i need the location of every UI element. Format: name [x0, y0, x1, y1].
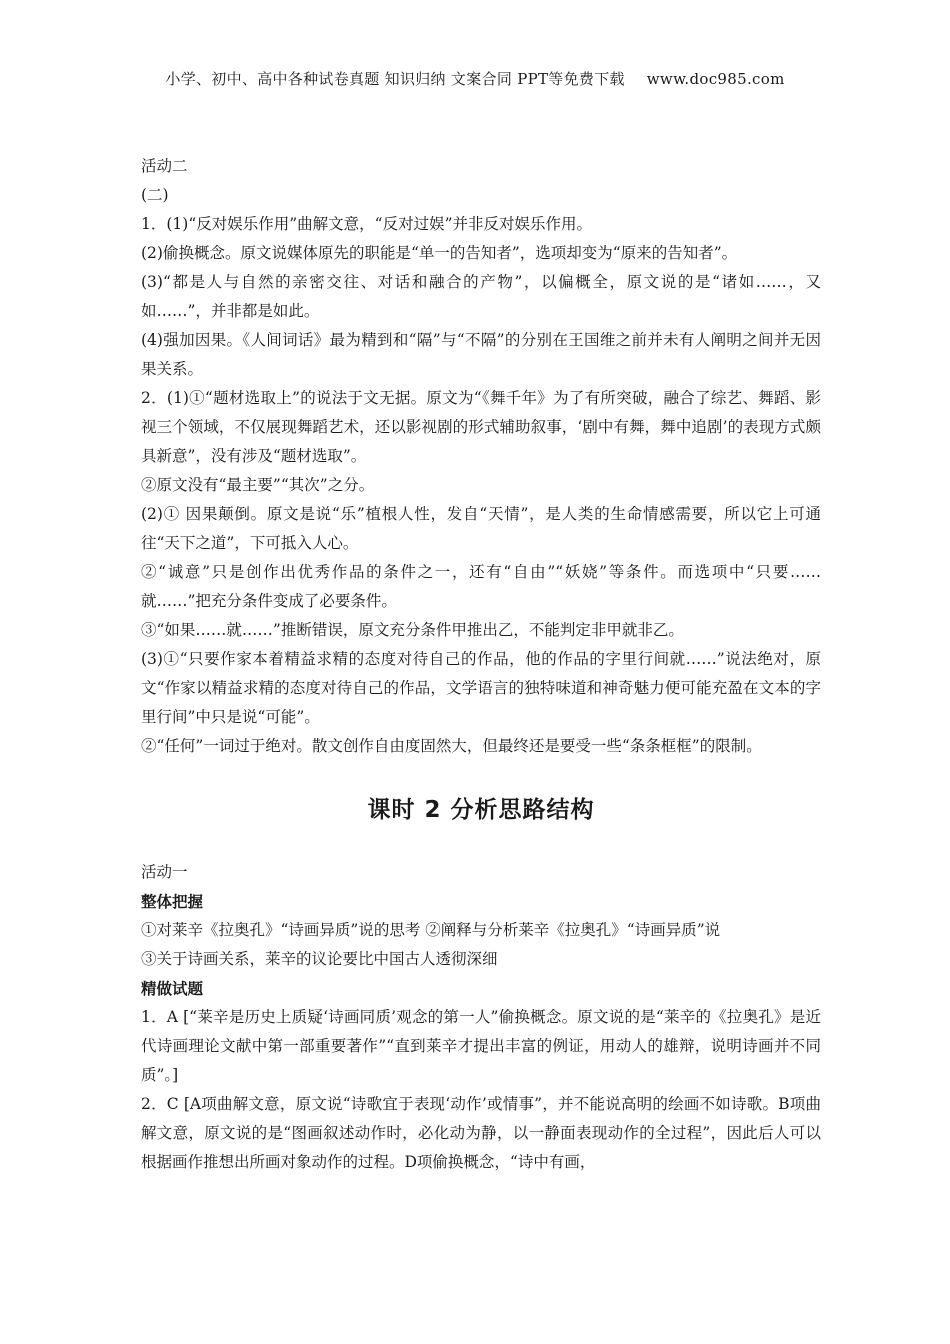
answer-line: ③“如果……就……”推断错误，原文充分条件甲推出乙，不能判定非甲就非乙。 — [141, 621, 684, 639]
grasp-heading: 整体把握 — [141, 892, 204, 911]
answer-line: (2)① 因果颠倒。原文是说“乐”植根人性，发自“天情”，是人类的生命情感需要，所以它上可通往“天下之道”，下可抵入人心。 — [141, 505, 821, 552]
answer-line: (4)强加因果。《人间词话》最为精到和“隔”与“不隔”的分别在王国维之前并未有人阐明之间并无因果关系。 — [141, 331, 821, 378]
answer-line: ②“诚意”只是创作出优秀作品的条件之一，还有“自由”“妖娆”等条件。而选项中“只要……就……”把充分条件变成了必要条件。 — [141, 563, 821, 610]
page-header — [0, 68, 950, 89]
grasp-line: ①对莱辛《拉奥孔》“诗画异质”说的思考 ②阐释与分析莱辛《拉奥孔》“诗画异质”说 — [141, 921, 721, 939]
answer-item: 2．C [A项曲解文意，原文说“诗歌宜于表现‘动作’或情事”，并不能说高明的绘画不如诗歌。B项曲解文意，原文说的是“图画叙述动作时，必化动为静，以一静面表现动作的全过程”，因此后人可以根据画作推想出所画对象动作的过程。D项偷换概念，“诗中有画， — [141, 1095, 821, 1171]
answer-line: (3)①“只要作家本着精益求精的态度对待自己的作品，他的作品的字里行间就……”说法绝对，原文“作家以精益求精的态度对待自己的作品，文学语言的独特味道和神奇魅力便可能充盈在文本的字里行间”中只是说“可能”。 — [141, 650, 821, 726]
answer-item: 1．A [“莱辛是历史上质疑‘诗画同质’观念的第一人”偷换概念。原文说的是“莱辛的《拉奥孔》是近代诗画理论文献中第一部重要著作”“直到莱辛才提出丰富的例证，用动人的雄辩，说明诗画并不同质”。] — [141, 1008, 821, 1084]
grasp-line: ③关于诗画关系，莱辛的议论要比中国古人透彻深细 — [141, 950, 498, 968]
subsection-label: (二) — [141, 186, 169, 204]
section-heading-activity-2: 活动二 — [141, 157, 188, 175]
answer-line: (2)偷换概念。原文说媒体原先的职能是“单一的告知者”，选项却变为“原来的告知者”。 — [141, 244, 738, 262]
practice-heading: 精做试题 — [141, 979, 204, 998]
answer-line: 1．(1)“反对娱乐作用”曲解文意，“反对过娱”并非反对娱乐作用。 — [141, 215, 593, 233]
header-text: 小学、初中、高中各种试卷真题 知识归纳 文案合同 PPT等免费下载 — [165, 70, 625, 88]
section-heading-activity-1: 活动一 — [141, 863, 188, 881]
answer-line: (3)“都是人与自然的亲密交往、对话和融合的产物”，以偏概全，原文说的是“诸如……，又如……”，并非都是如此。 — [141, 273, 821, 320]
header-url[interactable]: www.doc985.com — [646, 70, 785, 88]
answer-line: ②原文没有“最主要”“其次”之分。 — [141, 476, 375, 494]
lesson-title: 课时 2 分析思路结构 — [367, 797, 595, 823]
answer-line: 2．(1)①“题材选取上”的说法于文无据。原文为“《舞千年》为了有所突破，融合了综艺、舞蹈、影视三个领域，不仅展现舞蹈艺术，还以影视剧的形式辅助叙事，‘剧中有舞，舞中追剧’的表现方式颇具新意”，没有涉及“题材选取”。 — [141, 389, 821, 465]
document-body — [141, 152, 821, 1177]
answer-line: ②“任何”一词过于绝对。散文创作自由度固然大，但最终还是要受一些“条条框框”的限制。 — [141, 737, 762, 755]
